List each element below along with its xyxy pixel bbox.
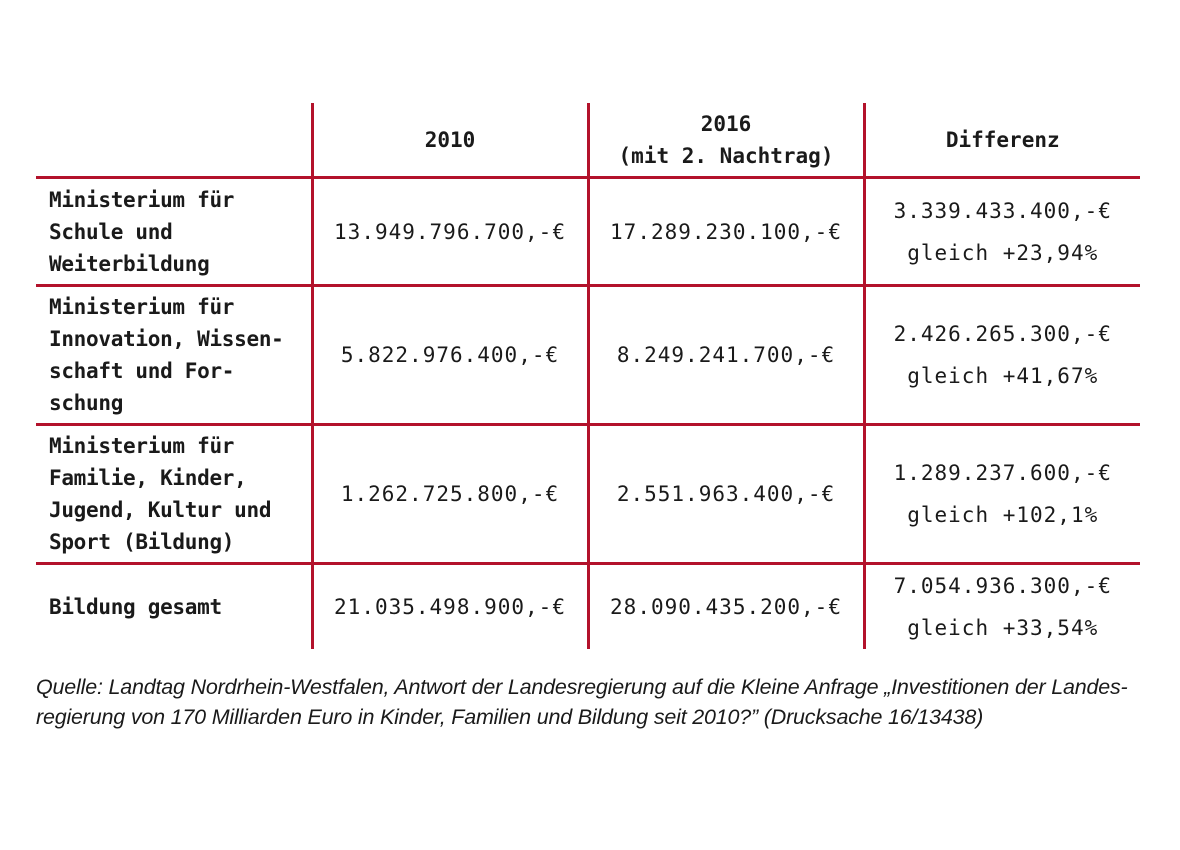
diff-percent: gleich +23,94% [907,240,1099,265]
difference-cell [864,286,1140,425]
diff-percent: gleich +41,67% [907,364,1099,388]
value-2010: 1.262.725.800,-€ [312,425,588,564]
row-label-line: Jugend, Kultur und [49,498,272,522]
value-2016: 17.289.230.100,-€ [588,178,864,286]
education-budget-table [36,103,1140,649]
difference-cell [864,425,1140,564]
row-label [36,178,312,286]
row-label-line: Innovation, Wissen- [49,327,284,351]
diff-amount: 2.426.265.300,-€ [893,322,1112,346]
source-line: Quelle: Landtag Nordrhein-Westfalen, Antwort der Landesregierung auf die Kleine Anfrage „Investitionen der Landes- [36,675,1128,699]
difference-cell [864,178,1140,286]
table-row [36,425,1140,564]
value-2016: 2.551.963.400,-€ [588,425,864,564]
row-label [36,564,312,650]
row-label [36,286,312,425]
row-label-line: Ministerium für [49,295,235,319]
value-2010: 5.822.976.400,-€ [312,286,588,425]
source-line: regierung von 170 Milliarden Euro in Kinder, Familien und Bildung seit 2010?” (Drucksache 16/13438) [36,705,984,729]
diff-percent: gleich +102,1% [907,503,1099,527]
diff-amount: 3.339.433.400,-€ [893,198,1112,223]
table-row-total [36,564,1140,650]
value-2016: 28.090.435.200,-€ [588,564,864,650]
data-table-container [36,103,1140,649]
diff-amount: 1.289.237.600,-€ [893,461,1112,485]
source-note [36,672,1156,732]
diff-amount: 7.054.936.300,-€ [893,574,1112,598]
table-header-row [36,103,1140,178]
table-row [36,286,1140,425]
header-2016-note: (mit 2. Nachtrag) [618,143,834,168]
row-label [36,425,312,564]
header-2010: 2010 [312,103,588,178]
row-label-line: Ministerium für [49,434,235,458]
header-differenz: Differenz [864,103,1140,178]
row-label-line: Familie, Kinder, [49,466,247,490]
row-label-line: schung [49,391,124,415]
row-label-line: Schule und [49,219,173,244]
value-2010: 13.949.796.700,-€ [312,178,588,286]
row-label-line: Ministerium für [49,187,235,212]
row-label-line: Bildung gesamt [49,595,222,619]
value-2010: 21.035.498.900,-€ [312,564,588,650]
value-2016: 8.249.241.700,-€ [588,286,864,425]
header-2016-year: 2016 [700,111,752,136]
difference-cell [864,564,1140,650]
header-empty-cell [36,103,312,178]
diff-percent: gleich +33,54% [907,616,1099,640]
header-2016 [588,103,864,178]
row-label-line: Weiterbildung [49,251,210,276]
row-label-line: Sport (Bildung) [49,530,235,554]
table-row [36,178,1140,286]
row-label-line: schaft und For- [49,359,235,383]
